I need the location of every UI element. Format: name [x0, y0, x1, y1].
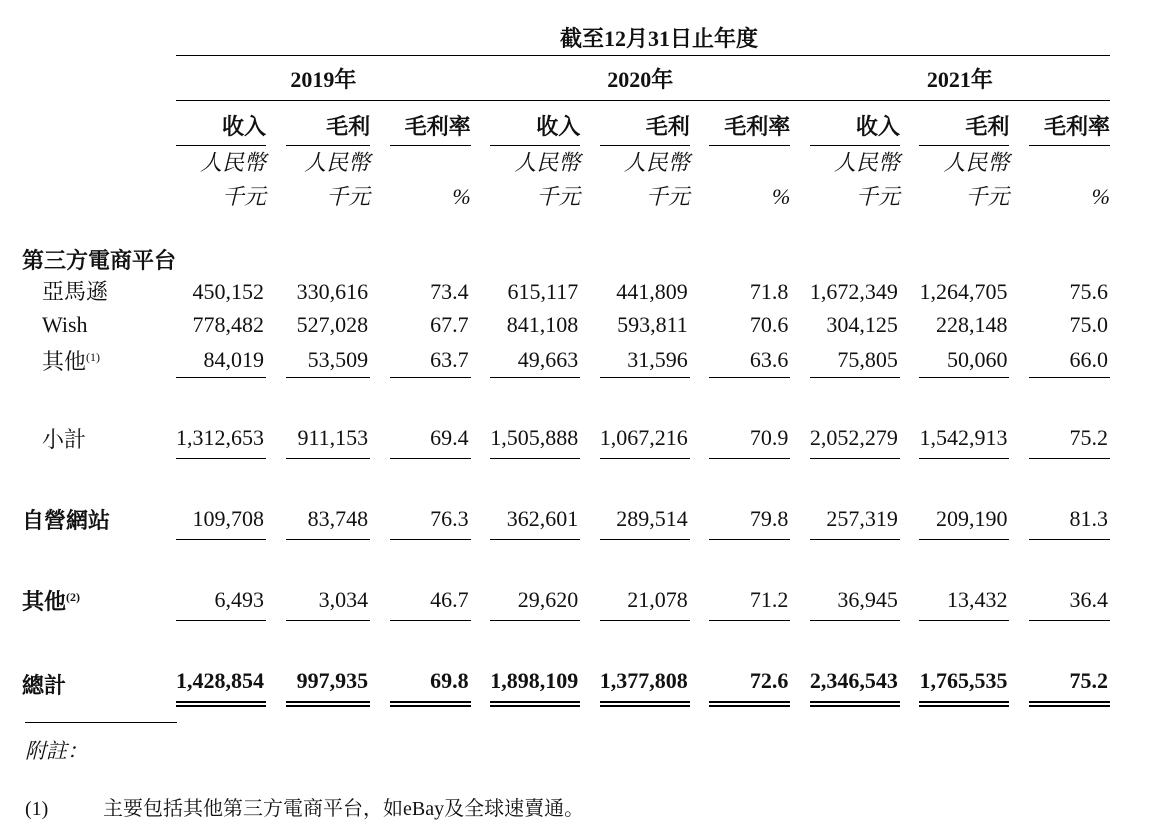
unit-rmb-thousand: 人民幣 千元 [304, 150, 371, 209]
footnote-title: 附註： [25, 739, 88, 763]
table-cell: 6,493 [176, 580, 266, 621]
row-label: 亞馬遜 [42, 279, 109, 304]
table-cell: 67.7 [430, 312, 469, 337]
table-cell: 81.3 [1029, 499, 1110, 540]
table-cell: 593,811 [617, 312, 688, 337]
table-cell: 36.4 [1029, 580, 1110, 621]
col-gross-margin: 毛利率 [709, 101, 790, 146]
row-label: 其他$^{(1)}$ [42, 349, 101, 374]
col-gross-profit: 毛利 [919, 101, 1009, 146]
table-cell: 1,765,535 [919, 661, 1009, 707]
unit-row [22, 146, 1110, 214]
table-cell: 83,748 [286, 499, 371, 540]
gross-profit-table [22, 55, 1110, 707]
row-label: 自營網站 [22, 508, 111, 533]
year-2020: 2020年 [490, 55, 790, 101]
unit-percent: % [452, 184, 471, 209]
unit-percent: % [1091, 184, 1110, 209]
col-gross-profit: 毛利 [286, 101, 371, 146]
unit-rmb-thousand: 人民幣 千元 [943, 150, 1010, 209]
table-cell: 2,052,279 [810, 418, 900, 459]
column-header-row [22, 101, 1110, 146]
col-revenue: 收入 [810, 101, 900, 146]
table-cell: 228,148 [935, 312, 1008, 337]
table-cell: 79.8 [709, 499, 790, 540]
table-cell: 209,190 [919, 499, 1009, 540]
table-cell: 50,060 [919, 341, 1009, 378]
year-2021: 2021年 [810, 55, 1110, 101]
col-revenue: 收入 [176, 101, 266, 146]
year-2019: 2019年 [176, 55, 471, 101]
table-cell: 46.7 [390, 580, 471, 621]
table-cell: 75.2 [1029, 661, 1110, 707]
table-cell: 1,505,888 [490, 418, 580, 459]
group-label-third-party: 第三方電商平台 [22, 248, 177, 273]
table-row-wish [22, 308, 1110, 341]
year-header-row [22, 55, 1110, 101]
col-gross-margin: 毛利率 [1029, 101, 1110, 146]
table-cell: 84,019 [176, 341, 266, 378]
period-header: 截至12月31日止年度 [560, 26, 759, 51]
table-row-others-1 [22, 341, 1110, 378]
table-cell: 71.8 [749, 279, 789, 304]
unit-rmb-thousand: 人民幣 千元 [199, 150, 266, 209]
table-cell: 2,346,543 [810, 661, 900, 707]
table-cell: 21,078 [600, 580, 690, 621]
table-cell: 362,601 [490, 499, 580, 540]
table-cell: 1,312,653 [176, 418, 266, 459]
table-cell: 615,117 [507, 279, 579, 304]
table-cell: 63.6 [709, 341, 790, 378]
table-cell: 257,319 [810, 499, 900, 540]
table-cell: 49,663 [490, 341, 580, 378]
unit-rmb-thousand: 人民幣 千元 [623, 150, 690, 209]
col-revenue: 收入 [490, 101, 580, 146]
col-gross-margin: 毛利率 [390, 101, 471, 146]
table-cell: 69.4 [390, 418, 471, 459]
table-cell: 36,945 [810, 580, 900, 621]
table-cell: 75.2 [1029, 418, 1110, 459]
footnote-text: 主要包括其他第三方電商平台，如eBay及全球速賣通。 [103, 798, 585, 820]
unit-rmb-thousand: 人民幣 千元 [514, 150, 581, 209]
table-cell: 997,935 [286, 661, 371, 707]
footnote-number: (1) [25, 798, 49, 820]
row-label: 總計 [22, 672, 67, 698]
row-label: Wish [42, 312, 88, 337]
table-cell: 63.7 [390, 341, 471, 378]
table-cell: 1,672,349 [809, 279, 898, 304]
footnote-1 [25, 792, 584, 821]
table-cell: 69.8 [390, 661, 471, 707]
table-cell: 304,125 [826, 312, 898, 337]
table-cell: 841,108 [506, 312, 579, 337]
footnote-divider [25, 722, 177, 723]
table-cell: 31,596 [600, 341, 690, 378]
table-cell: 75.0 [1069, 312, 1108, 337]
footnote-ref: (1) [86, 350, 101, 364]
table-cell: 66.0 [1029, 341, 1110, 378]
table-cell: 289,514 [600, 499, 690, 540]
row-label: 其他$^{(2)}$ [22, 589, 81, 614]
table-cell: 71.2 [709, 580, 790, 621]
table-cell: 29,620 [490, 580, 580, 621]
unit-percent: % [771, 184, 791, 209]
table-cell: 911,153 [286, 418, 371, 459]
table-row-total [22, 661, 1110, 707]
table-cell: 1,264,705 [919, 279, 1008, 304]
table-row-subtotal [22, 418, 1110, 459]
table-cell: 778,482 [192, 312, 264, 337]
table-row-own-site [22, 499, 1110, 540]
table-cell: 1,428,854 [176, 661, 266, 707]
table-cell: 13,432 [919, 580, 1009, 621]
table-row-amazon [22, 275, 1110, 308]
footnote-ref: (2) [66, 590, 81, 604]
table-cell: 1,542,913 [919, 418, 1009, 459]
table-cell: 75,805 [810, 341, 900, 378]
table-cell: 1,377,808 [600, 661, 690, 707]
group-row-third-party [22, 214, 1110, 275]
table-cell: 1,067,216 [600, 418, 690, 459]
table-cell: 109,708 [176, 499, 266, 540]
table-cell: 330,616 [296, 279, 369, 304]
table-cell: 70.6 [749, 312, 789, 337]
unit-rmb-thousand: 人民幣 千元 [833, 150, 900, 209]
table-cell: 75.6 [1069, 279, 1108, 304]
table-cell: 1,898,109 [490, 661, 580, 707]
table-cell: 441,809 [616, 279, 688, 304]
table-cell: 3,034 [286, 580, 371, 621]
table-cell: 450,152 [192, 279, 264, 304]
table-cell: 73.4 [430, 279, 469, 304]
col-gross-profit: 毛利 [600, 101, 690, 146]
table-cell: 53,509 [286, 341, 371, 378]
table-cell: 527,028 [296, 312, 369, 337]
table-cell: 70.9 [709, 418, 790, 459]
table-cell: 72.6 [709, 661, 790, 707]
table-row-others-2 [22, 580, 1110, 621]
row-label: 小計 [42, 427, 87, 452]
table-cell: 76.3 [390, 499, 471, 540]
